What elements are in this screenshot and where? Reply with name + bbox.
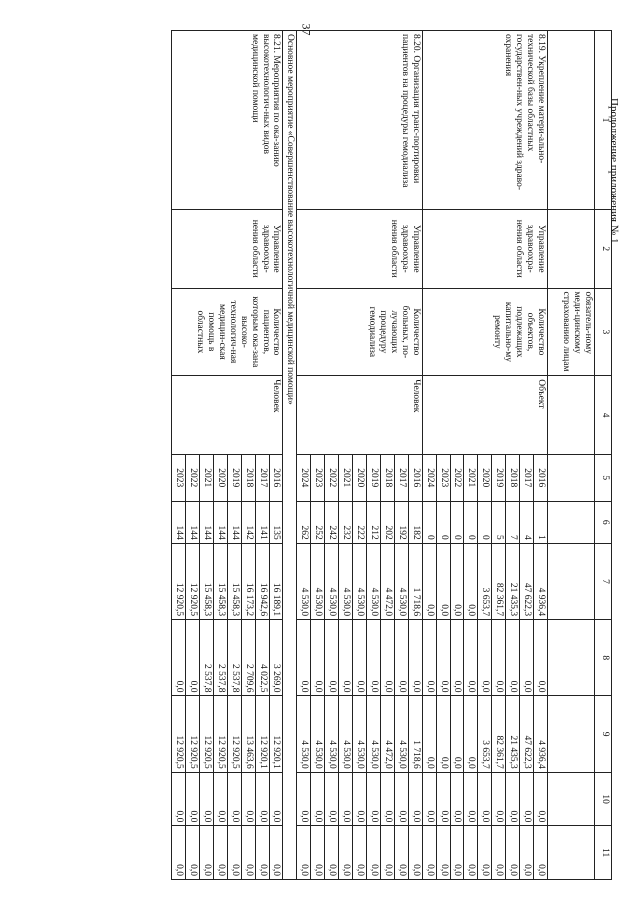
- funding-col11-cell: 0,0: [450, 826, 464, 880]
- funding-col9-cell: 12 920,5: [213, 696, 227, 772]
- year-cell: 2022: [186, 454, 200, 501]
- total-funding-cell: 4 530,0: [394, 543, 408, 619]
- activity-cell: 8.20. Организация транс-портировки пациентов на процедуры гемодиализа: [297, 31, 422, 210]
- quantity-cell: 262: [297, 501, 311, 543]
- funding-col11-cell: 0,0: [408, 826, 422, 880]
- total-funding-cell: 16 173,2: [241, 543, 255, 619]
- funding-col11-cell: 0,0: [241, 826, 255, 880]
- year-cell: 2019: [367, 454, 381, 501]
- funding-col10-cell: 0,0: [213, 772, 227, 826]
- funding-col11-cell: 0,0: [227, 826, 241, 880]
- funding-col9-cell: 0,0: [450, 696, 464, 772]
- funding-col9-cell: 4 530,0: [353, 696, 367, 772]
- year-cell: 2022: [450, 454, 464, 501]
- quantity-cell: 142: [241, 501, 255, 543]
- funding-col11-cell: 0,0: [534, 826, 548, 880]
- funding-col10-cell: 0,0: [227, 772, 241, 826]
- year-cell: 2020: [478, 454, 492, 501]
- quantity-cell: 7: [506, 501, 520, 543]
- quantity-cell: 4: [520, 501, 534, 543]
- column-number-row: [595, 31, 612, 880]
- quantity-cell: 141: [255, 501, 269, 543]
- unit-cell: Человек: [297, 376, 422, 455]
- indicator-cell: Количество больных, по-лучающих процедуру гемодиализа: [297, 288, 422, 376]
- funding-col11-cell: 0,0: [492, 826, 506, 880]
- table-row: [269, 31, 283, 880]
- funding-col8-cell: 0,0: [492, 620, 506, 696]
- total-funding-cell: 3 653,7: [478, 543, 492, 619]
- year-cell: 2017: [520, 454, 534, 501]
- indicator-cell: Количество пациентов, которым ока-зана высоко-технологич-ная медицин-ская помощь в областных: [172, 288, 283, 376]
- activity-cell: 8.21. Мероприятия по ока-занию высокотехнологич-ных видов медицинской помощи: [172, 31, 283, 210]
- funding-col10-cell: 0,0: [325, 772, 339, 826]
- funding-col8-cell: 2 709,6: [241, 620, 255, 696]
- year-cell: 2018: [241, 454, 255, 501]
- program-activities-table: [171, 30, 612, 880]
- funding-col8-cell: 0,0: [297, 620, 311, 696]
- funding-col9-cell: 12 920,5: [227, 696, 241, 772]
- quantity-cell: 0: [450, 501, 464, 543]
- executor-cell: Управление здравоохра-нения области: [297, 209, 422, 288]
- quantity-cell: 0: [436, 501, 450, 543]
- quantity-cell: 192: [394, 501, 408, 543]
- funding-col10-cell: 0,0: [450, 772, 464, 826]
- quantity-cell: 202: [380, 501, 394, 543]
- activity-block-8-20: [297, 31, 422, 880]
- total-funding-cell: 0,0: [436, 543, 450, 619]
- quantity-cell: 135: [269, 501, 283, 543]
- unit-cell: Объект: [422, 376, 547, 455]
- activity-cell: 8.19. Укрепление матери-ально-технической базы областных государствен-ных учреждений здраво-охранения: [422, 31, 547, 210]
- column-number: 6: [595, 501, 612, 543]
- funding-col8-cell: 0,0: [367, 620, 381, 696]
- funding-col9-cell: 3 653,7: [478, 696, 492, 772]
- funding-col8-cell: 0,0: [311, 620, 325, 696]
- funding-col10-cell: 0,0: [492, 772, 506, 826]
- funding-col9-cell: 0,0: [464, 696, 478, 772]
- funding-col10-cell: 0,0: [241, 772, 255, 826]
- quantity-cell: 0: [464, 501, 478, 543]
- total-funding-cell: 0,0: [422, 543, 436, 619]
- quantity-cell: 212: [367, 501, 381, 543]
- year-cell: 2023: [311, 454, 325, 501]
- funding-col9-cell: 12 920,1: [269, 696, 283, 772]
- funding-col11-cell: 0,0: [506, 826, 520, 880]
- funding-col11-cell: 0,0: [311, 826, 325, 880]
- funding-col10-cell: 0,0: [408, 772, 422, 826]
- total-funding-cell: 16 189,1: [269, 543, 283, 619]
- funding-col8-cell: 0,0: [436, 620, 450, 696]
- column-number: 10: [595, 772, 612, 826]
- executor-cell: Управление здравоохра-нения области: [422, 209, 547, 288]
- year-cell: 2017: [394, 454, 408, 501]
- funding-col10-cell: 0,0: [255, 772, 269, 826]
- column-number: 4: [595, 376, 612, 455]
- funding-col8-cell: 0,0: [394, 620, 408, 696]
- funding-col9-cell: 1 718,6: [408, 696, 422, 772]
- total-funding-cell: 0,0: [450, 543, 464, 619]
- funding-col11-cell: 0,0: [422, 826, 436, 880]
- funding-col8-cell: 0,0: [520, 620, 534, 696]
- funding-col11-cell: 0,0: [394, 826, 408, 880]
- funding-col8-cell: 2 537,8: [213, 620, 227, 696]
- total-funding-cell: 4 472,0: [380, 543, 394, 619]
- year-cell: 2018: [380, 454, 394, 501]
- funding-col10-cell: 0,0: [394, 772, 408, 826]
- total-funding-cell: 15 458,3: [199, 543, 213, 619]
- funding-col8-cell: 0,0: [380, 620, 394, 696]
- year-cell: 2020: [353, 454, 367, 501]
- funding-col10-cell: 0,0: [339, 772, 353, 826]
- funding-col8-cell: 0,0: [422, 620, 436, 696]
- total-funding-cell: 21 435,3: [506, 543, 520, 619]
- quantity-cell: 232: [339, 501, 353, 543]
- year-cell: 2023: [436, 454, 450, 501]
- funding-col9-cell: 4 530,0: [297, 696, 311, 772]
- year-cell: 2017: [255, 454, 269, 501]
- funding-col10-cell: 0,0: [436, 772, 450, 826]
- funding-col9-cell: 12 920,5: [199, 696, 213, 772]
- quantity-cell: 144: [199, 501, 213, 543]
- year-cell: 2024: [422, 454, 436, 501]
- funding-col11-cell: 0,0: [172, 826, 186, 880]
- rotated-table-container: [92, 30, 612, 880]
- year-cell: 2021: [199, 454, 213, 501]
- indicator-cell: обязатель-ному меди-цинскому страхованию лицам: [548, 288, 595, 376]
- column-number: 7: [595, 543, 612, 619]
- funding-col11-cell: 0,0: [297, 826, 311, 880]
- funding-col11-cell: 0,0: [464, 826, 478, 880]
- funding-col11-cell: 0,0: [478, 826, 492, 880]
- funding-col11-cell: 0,0: [380, 826, 394, 880]
- funding-col11-cell: 0,0: [325, 826, 339, 880]
- funding-col10-cell: 0,0: [353, 772, 367, 826]
- funding-col10-cell: 0,0: [520, 772, 534, 826]
- funding-col9-cell: 4 472,0: [380, 696, 394, 772]
- funding-col9-cell: 82 361,7: [492, 696, 506, 772]
- column-number: 11: [595, 826, 612, 880]
- funding-col8-cell: 4 022,5: [255, 620, 269, 696]
- funding-col9-cell: 12 920,5: [172, 696, 186, 772]
- total-funding-cell: 4 530,0: [297, 543, 311, 619]
- quantity-cell: 144: [227, 501, 241, 543]
- year-cell: 2022: [325, 454, 339, 501]
- indicator-cell: Количество объектов, подлежащих капитально-му ремонту: [422, 288, 547, 376]
- year-cell: 2024: [297, 454, 311, 501]
- quantity-cell: 252: [311, 501, 325, 543]
- funding-col9-cell: 13 463,6: [241, 696, 255, 772]
- total-funding-cell: 4 936,4: [534, 543, 548, 619]
- funding-col8-cell: 0,0: [353, 620, 367, 696]
- column-number: 1: [595, 31, 612, 210]
- activity-block-8-21: [172, 31, 283, 880]
- year-cell: 2021: [339, 454, 353, 501]
- funding-col11-cell: 0,0: [186, 826, 200, 880]
- column-number: 3: [595, 288, 612, 376]
- year-cell: 2020: [213, 454, 227, 501]
- funding-col8-cell: 0,0: [534, 620, 548, 696]
- total-funding-cell: 16 942,6: [255, 543, 269, 619]
- funding-col8-cell: 0,0: [325, 620, 339, 696]
- appendix-continuation-note: Продолжение приложения № 1: [608, 98, 620, 244]
- funding-col10-cell: 0,0: [269, 772, 283, 826]
- unit-cell: Человек: [172, 376, 283, 455]
- funding-col10-cell: 0,0: [506, 772, 520, 826]
- total-funding-cell: 4 530,0: [339, 543, 353, 619]
- table-row: [548, 31, 595, 880]
- funding-col10-cell: 0,0: [311, 772, 325, 826]
- funding-col11-cell: 0,0: [353, 826, 367, 880]
- total-funding-cell: 15 458,3: [227, 543, 241, 619]
- funding-col11-cell: 0,0: [436, 826, 450, 880]
- funding-col10-cell: 0,0: [478, 772, 492, 826]
- year-cell: 2016: [534, 454, 548, 501]
- funding-col9-cell: 4 530,0: [367, 696, 381, 772]
- funding-col11-cell: 0,0: [339, 826, 353, 880]
- funding-col9-cell: 4 530,0: [311, 696, 325, 772]
- funding-col8-cell: 0,0: [339, 620, 353, 696]
- total-funding-cell: 12 920,5: [186, 543, 200, 619]
- funding-col9-cell: 4 530,0: [339, 696, 353, 772]
- funding-col10-cell: 0,0: [172, 772, 186, 826]
- total-funding-cell: 4 530,0: [325, 543, 339, 619]
- funding-col10-cell: 0,0: [186, 772, 200, 826]
- funding-col11-cell: 0,0: [255, 826, 269, 880]
- executor-cell: Управление здравоохра-нения области: [172, 209, 283, 288]
- funding-col8-cell: 0,0: [464, 620, 478, 696]
- total-funding-cell: 4 530,0: [311, 543, 325, 619]
- quantity-cell: 0: [422, 501, 436, 543]
- quantity-cell: 5: [492, 501, 506, 543]
- column-number: 2: [595, 209, 612, 288]
- funding-col11-cell: 0,0: [199, 826, 213, 880]
- total-funding-cell: 47 622,3: [520, 543, 534, 619]
- funding-col11-cell: 0,0: [520, 826, 534, 880]
- total-funding-cell: 1 718,6: [408, 543, 422, 619]
- funding-col10-cell: 0,0: [367, 772, 381, 826]
- funding-col9-cell: 4 530,0: [394, 696, 408, 772]
- funding-col10-cell: 0,0: [464, 772, 478, 826]
- total-funding-cell: 4 530,0: [353, 543, 367, 619]
- funding-col11-cell: 0,0: [269, 826, 283, 880]
- funding-col10-cell: 0,0: [380, 772, 394, 826]
- funding-col8-cell: 0,0: [172, 620, 186, 696]
- year-cell: 2019: [492, 454, 506, 501]
- funding-col8-cell: 2 537,8: [199, 620, 213, 696]
- quantity-cell: 144: [186, 501, 200, 543]
- funding-col11-cell: 0,0: [367, 826, 381, 880]
- column-number: 5: [595, 454, 612, 501]
- funding-col8-cell: 3 269,0: [269, 620, 283, 696]
- year-cell: 2023: [172, 454, 186, 501]
- funding-col10-cell: 0,0: [199, 772, 213, 826]
- table-row: [534, 31, 548, 880]
- column-number: 8: [595, 620, 612, 696]
- quantity-cell: 0: [478, 501, 492, 543]
- year-cell: 2016: [269, 454, 283, 501]
- section-title-row: [283, 31, 297, 880]
- activity-block-8-19: [422, 31, 547, 880]
- quantity-cell: 1: [534, 501, 548, 543]
- funding-col10-cell: 0,0: [297, 772, 311, 826]
- quantity-cell: 144: [213, 501, 227, 543]
- funding-col9-cell: 12 920,1: [255, 696, 269, 772]
- funding-col9-cell: 0,0: [436, 696, 450, 772]
- column-number: 9: [595, 696, 612, 772]
- funding-col9-cell: 4 530,0: [325, 696, 339, 772]
- funding-col9-cell: 47 622,3: [520, 696, 534, 772]
- quantity-cell: 242: [325, 501, 339, 543]
- page-number: 37: [299, 23, 314, 36]
- year-cell: 2019: [227, 454, 241, 501]
- total-funding-cell: 15 458,3: [213, 543, 227, 619]
- total-funding-cell: 0,0: [464, 543, 478, 619]
- funding-col11-cell: 0,0: [213, 826, 227, 880]
- funding-col8-cell: 2 537,8: [227, 620, 241, 696]
- section-title: Основное мероприятие «Совершенствование высокотехнологичной медицинской помощи»: [283, 31, 297, 880]
- year-cell: 2018: [506, 454, 520, 501]
- funding-col9-cell: 12 920,5: [186, 696, 200, 772]
- funding-col9-cell: 4 936,4: [534, 696, 548, 772]
- total-funding-cell: 12 920,5: [172, 543, 186, 619]
- funding-col8-cell: 0,0: [186, 620, 200, 696]
- total-funding-cell: 82 361,7: [492, 543, 506, 619]
- funding-col9-cell: 0,0: [422, 696, 436, 772]
- funding-col9-cell: 21 435,3: [506, 696, 520, 772]
- funding-col8-cell: 0,0: [408, 620, 422, 696]
- quantity-cell: 222: [353, 501, 367, 543]
- quantity-cell: 182: [408, 501, 422, 543]
- funding-col8-cell: 0,0: [450, 620, 464, 696]
- funding-col8-cell: 0,0: [506, 620, 520, 696]
- funding-col10-cell: 0,0: [534, 772, 548, 826]
- quantity-cell: 144: [172, 501, 186, 543]
- funding-col10-cell: 0,0: [422, 772, 436, 826]
- funding-col8-cell: 0,0: [478, 620, 492, 696]
- year-cell: 2016: [408, 454, 422, 501]
- total-funding-cell: 4 530,0: [367, 543, 381, 619]
- year-cell: 2021: [464, 454, 478, 501]
- table-row: [408, 31, 422, 880]
